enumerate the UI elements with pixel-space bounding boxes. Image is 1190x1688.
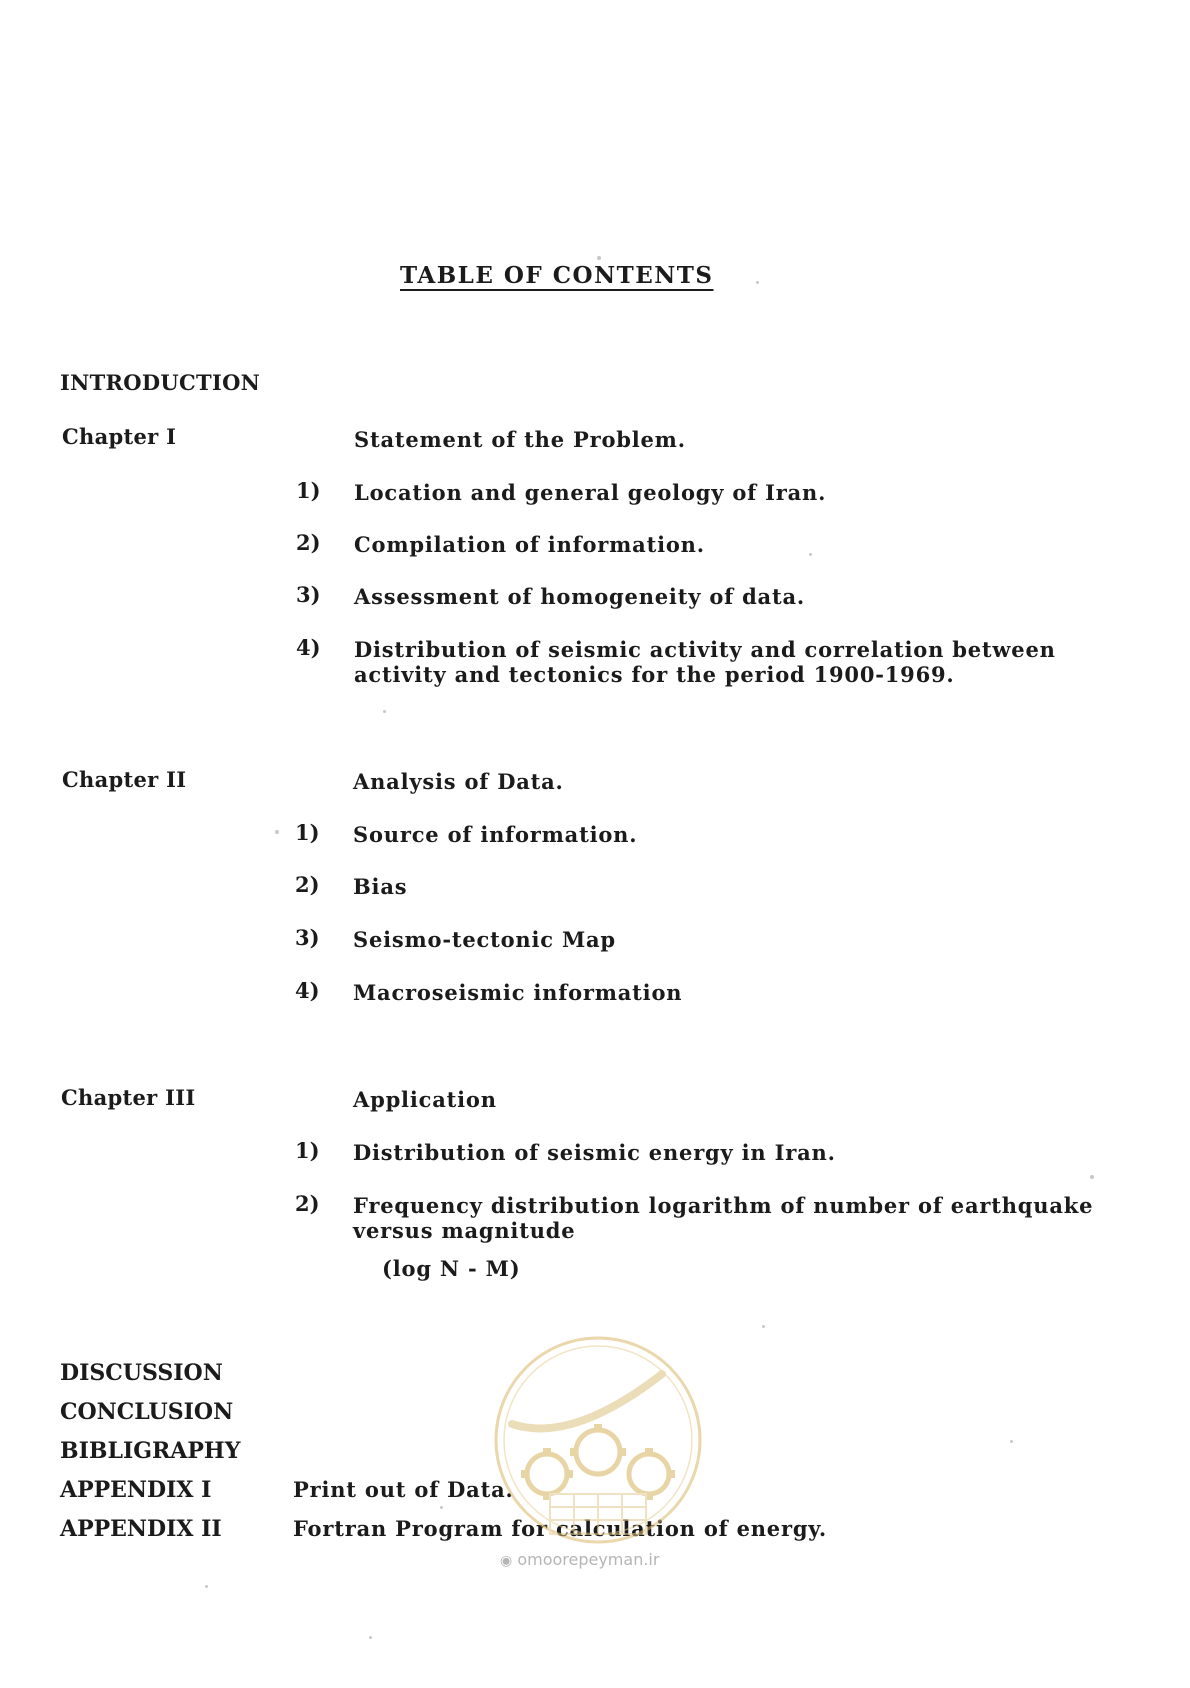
chapter-1-item-1-number: 1) — [296, 478, 321, 503]
scan-speck — [275, 830, 279, 834]
chapter-2-heading: Analysis of Data. — [353, 769, 564, 794]
scan-speck — [597, 256, 601, 260]
chapter-2-label: Chapter II — [62, 767, 187, 792]
bibliography-label: BIBLIGRAPHY — [60, 1438, 241, 1464]
appendix-1-text: Print out of Data. — [293, 1477, 514, 1502]
chapter-2-item-3-text: Seismo-tectonic Map — [353, 927, 616, 952]
scan-speck — [383, 710, 386, 713]
watermark-stamp-logo — [492, 1334, 704, 1546]
chapter-1-heading: Statement of the Problem. — [354, 427, 686, 452]
chapter-1-label: Chapter I — [62, 424, 177, 449]
chapter-2-item-4-number: 4) — [295, 978, 320, 1003]
chapter-2-item-2-text: Bias — [353, 874, 408, 899]
scan-speck — [1090, 1175, 1094, 1179]
chapter-1-item-2-number: 2) — [296, 530, 321, 555]
chapter-3-item-2-number: 2) — [295, 1191, 320, 1216]
chapter-1-item-2-text: Compilation of information. — [354, 532, 705, 557]
chapter-2-item-1-number: 1) — [295, 820, 320, 845]
appendix-2-label: APPENDIX II — [60, 1516, 222, 1542]
chapter-2-item-3-number: 3) — [295, 925, 320, 950]
appendix-2-text: Fortran Program for calculation of energy. — [293, 1516, 828, 1541]
conclusion-label: CONCLUSION — [60, 1399, 234, 1425]
chapter-1-item-3-number: 3) — [296, 582, 321, 607]
scan-speck — [756, 281, 759, 284]
discussion-label: DISCUSSION — [60, 1360, 223, 1386]
scan-speck — [809, 553, 812, 556]
chapter-3-label: Chapter III — [61, 1085, 196, 1110]
chapter-1-item-4-text: Distribution of seismic activity and correlation between activity and tectonics for the period 1900-1969. — [354, 637, 1056, 687]
scan-speck — [1010, 1440, 1013, 1443]
chapter-1-item-3-text: Assessment of homogeneity of data. — [354, 584, 805, 609]
watermark-site-text — [500, 1550, 659, 1569]
appendix-1-label: APPENDIX I — [60, 1477, 212, 1503]
chapter-3-formula: (log N - M) — [382, 1256, 521, 1281]
chapter-3-item-2-text: Frequency distribution logarithm of number of earthquake versus magnitude — [353, 1193, 1094, 1243]
chapter-2-item-2-number: 2) — [295, 872, 320, 897]
chapter-1-item-1-text: Location and general geology of Iran. — [354, 480, 827, 505]
chapter-2-item-1-text: Source of information. — [353, 822, 638, 847]
chapter-3-item-1-number: 1) — [295, 1138, 320, 1163]
chapter-2-item-4-text: Macroseismic information — [353, 980, 683, 1005]
chapter-3-item-1-text: Distribution of seismic energy in Iran. — [353, 1140, 836, 1165]
chapter-3-heading: Application — [353, 1087, 497, 1112]
introduction-heading: INTRODUCTION — [60, 370, 261, 395]
scan-speck — [205, 1585, 208, 1588]
watermark-site: omoorepeyman.ir — [517, 1550, 660, 1569]
chapter-1-item-4-number: 4) — [296, 635, 321, 660]
scan-speck — [762, 1325, 765, 1328]
page-title: TABLE OF CONTENTS — [400, 262, 714, 289]
globe-icon: ◉ — [500, 1553, 513, 1569]
scan-speck — [369, 1636, 372, 1639]
